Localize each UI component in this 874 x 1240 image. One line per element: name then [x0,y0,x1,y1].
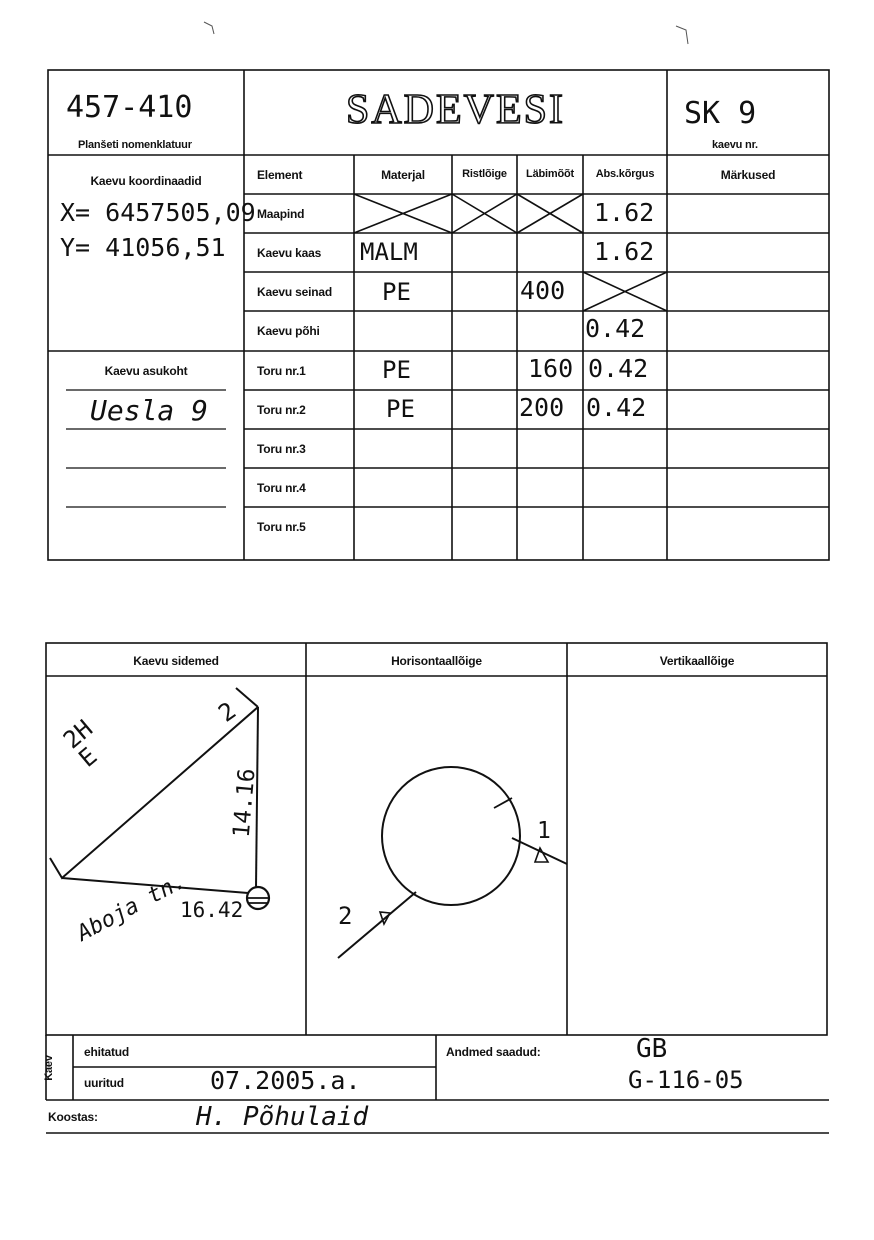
col-header-element: Element [257,168,303,182]
pipe-2-label: 2 [338,902,353,930]
sketch-header-horizontal: Horisontaallõige [391,654,482,668]
nomenclature-value: 457-410 [66,90,193,125]
street-name: Aboja tn. [73,868,191,947]
row-labimoot: 400 [520,276,566,305]
surveyed-label: uuritud [84,1076,124,1090]
tie-side-distance: 14.16 [228,767,261,839]
row-abs: 1.62 [594,237,655,266]
row-materjal: PE [386,395,415,423]
footer-side-label: Kaev [42,1055,55,1081]
row-labimoot: 200 [519,393,565,422]
coord-y: Y= 41056,51 [60,233,226,262]
nomenclature-label: Planšeti nomenklatuur [78,139,192,151]
location-label: Kaevu asukoht [104,364,188,378]
data-received-value-2: G-116-05 [628,1066,744,1094]
col-header-markused: Märkused [720,168,776,182]
row-materjal: MALM [360,238,418,266]
row-element: Toru nr.2 [257,403,306,417]
row-abs: 0.42 [586,393,647,422]
surveyed-value: 07.2005.a. [210,1066,361,1095]
row-element: Kaevu kaas [257,246,322,260]
sketch-header-ties: Kaevu sidemed [133,654,219,668]
well-number-label: kaevu nr. [712,139,758,151]
row-abs: 0.42 [585,314,646,343]
row-labimoot: 160 [528,354,574,383]
author-value: H. Põhulaid [196,1102,369,1132]
coords-label: Kaevu koordinaadid [90,174,202,188]
sketch-header-vertical: Vertikaallõige [659,654,735,668]
row-materjal: PE [382,278,411,306]
col-header-ristloige: Ristlõige [462,168,507,180]
col-header-abs-korgus: Abs.kõrgus [595,168,655,180]
row-element: Kaevu põhi [257,324,320,338]
row-abs: 0.42 [588,354,649,383]
row-abs: 1.62 [594,198,655,227]
row-element: Toru nr.3 [257,442,306,456]
tie-bottom-distance: 16.42 [180,898,244,922]
data-received-label: Andmed saadud: [446,1045,541,1059]
pipe-1-label: 1 [537,818,551,844]
coord-x: X= 6457505,09 [60,198,256,227]
data-received-value-1: GB [636,1034,668,1064]
col-header-materjal: Materjal [381,168,425,182]
row-element: Maapind [257,207,305,221]
well-number-value: SK 9 [684,96,757,131]
row-element: Toru nr.5 [257,520,306,534]
row-element: Toru nr.4 [257,481,306,495]
col-header-labimoot: Läbimõõt [526,168,574,180]
form-title: SADEVESI [345,87,565,133]
row-materjal: PE [382,356,411,384]
author-label: Koostas: [48,1110,98,1124]
row-element: Toru nr.1 [257,364,306,378]
tie-corner-label: 2 [213,696,242,728]
built-label: ehitatud [84,1045,130,1059]
tie-corner-b-label: 2H E [57,714,103,773]
location-value: Uesla 9 [90,394,209,427]
row-element: Kaevu seinad [257,285,332,299]
